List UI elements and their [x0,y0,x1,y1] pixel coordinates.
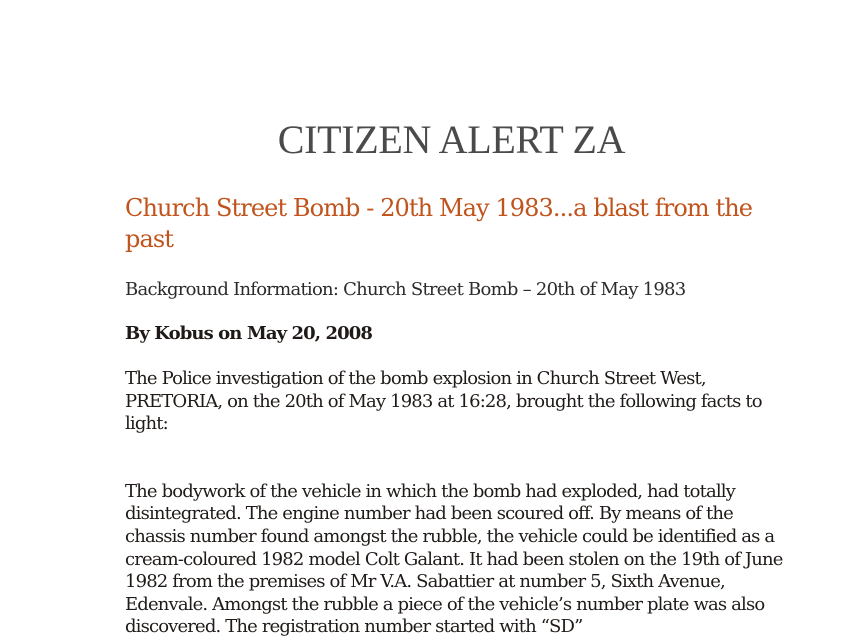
post-subtitle: Background Information: Church Street Bomb – 20th of May 1983 [125,279,686,300]
post-byline: By Kobus on May 20, 2008 [125,323,373,344]
post-paragraph-vehicle: The bodywork of the vehicle in which the bomb had exploded, had totally disintegrated. The engine number had been scoured off. By means of the chassis number found amongst the rubble, the vehicle could be identified as a cream-coloured 1982 model Colt Galant. It had been stolen on the 19th of June 1982 from the premises of Mr V.A. Sabattier at number 5, Sixth Avenue, Edenvale. Amongst the rubble a piece of the vehicle’s number plate was also discovered. The registration number started with “SD” [125,480,783,638]
post-content [125,193,790,639]
post-title[interactable]: Church Street Bomb - 20th May 1983...a blast from the past [125,194,753,253]
post-paragraph-intro: The Police investigation of the bomb explosion in Church Street West, PRETORIA, on the 20th of May 1983 at 16:28, brought the following facts to light: [125,368,762,435]
site-title[interactable]: CITIZEN ALERT ZA [277,117,626,162]
